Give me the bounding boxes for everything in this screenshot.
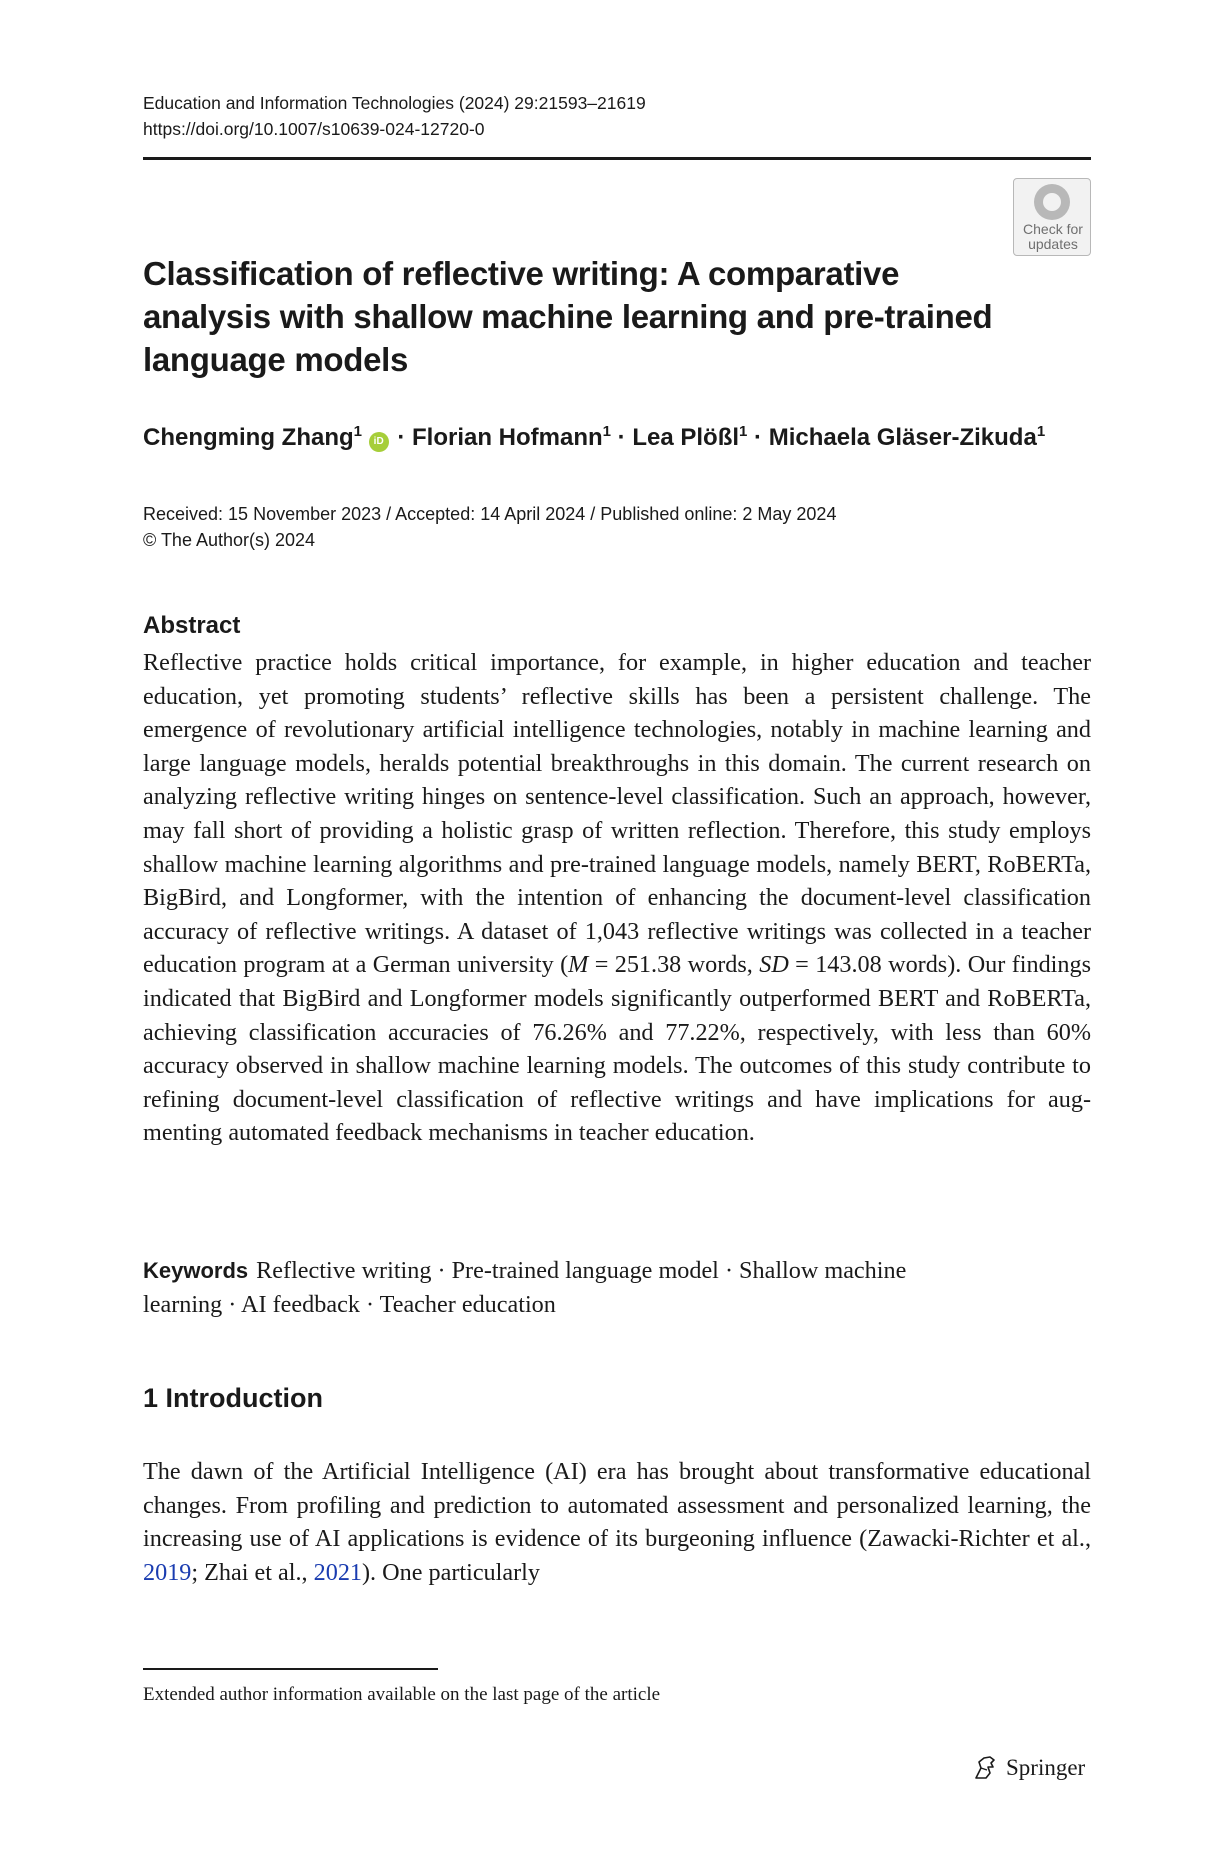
author-separator: · [747,424,769,451]
author-name[interactable]: Michaela Gläser-Zikuda [768,424,1037,451]
crossmark-icon [1034,184,1070,220]
citation-link[interactable]: 2019 [143,1558,192,1586]
keywords-line: Reflective writing · Pre-trained language model · Shallow machine [256,1257,907,1284]
footnote-rule [143,1668,438,1670]
author-separator: · [611,424,633,451]
mean-symbol: M [568,951,589,979]
affiliation-mark: 1 [353,423,362,440]
affiliation-mark: 1 [602,423,612,440]
author-name[interactable]: Lea Plößl [632,424,740,451]
footnote: Extended author information available on the last page of the article [143,1684,661,1705]
copyright-line: © The Author(s) 2024 [143,530,316,550]
doi-link[interactable]: https://doi.org/10.1007/s10639-024-12720-0 [143,119,485,139]
check-for-updates-label: Check for updates [1023,221,1083,252]
section-heading: 1 Introduction [143,1383,323,1413]
author-separator: · [390,424,412,451]
abstract-heading: Abstract [143,612,241,639]
author-name[interactable]: Florian Hofmann [412,424,603,451]
header-rule [143,157,1091,160]
publisher-logo [972,1752,1092,1784]
keywords-label: Keywords [143,1258,249,1283]
check-for-updates-badge[interactable] [1013,178,1091,256]
author-list [143,423,1045,452]
author-name[interactable]: Chengming Zhang [143,424,354,451]
springer-horse-icon [972,1754,1000,1782]
citation-link[interactable]: 2021 [313,1558,362,1586]
article-title: Classification of reflective writing: A comparative analysis with shallow machine learning and pre-trained language models [143,255,993,378]
introduction-text: The dawn of the Artificial Intelligence (AI) era has brought about transformative educational changes. From profiling and prediction to automated assessment and personalized learning, the increasing use of AI applications is evidence of its burgeoning influence (Zawacki-Richter et al., 2019; Zhai et al., 2021). One particularly [143,1458,1091,1586]
journal-header [143,90,646,142]
publication-dates [143,501,836,553]
affiliation-mark: 1 [739,423,748,440]
journal-citation: Education and Information Technologies (2024) 29:21593–21619 [143,93,646,113]
affiliation-mark: 1 [1036,423,1046,440]
publisher-name: Springer [1006,1755,1086,1780]
keywords-line: learning · AI feedback · Teacher education [143,1290,556,1318]
history-dates: Received: 15 November 2023 / Accepted: 14 April 2024 / Published online: 2 May 2024 [143,504,837,524]
orcid-icon[interactable]: iD [369,432,389,452]
keywords [143,1254,1043,1321]
sd-symbol: SD [759,951,789,979]
abstract-text: Reflective practice holds critical importance, for example, in higher education and teacher education, yet promoting students’ reflective skills has been a persistent challenge. The emergence of revolutionary artificial intelligence technologies, notably in machine learning and large language models, heralds potential breakthroughs in this domain. The current research on analyzing reflective writing hinges on sentence-level classification. Such an approach, however, may fall short of providing a holistic grasp of written reflection. Therefore, this study employs shallow machine learning algorithms and pre-trained language models, namely BERT, RoBERTa, BigBird, and Longformer, with the intention of enhancing the document-level classification accuracy of reflective writings. A dataset of 1,043 reflective writings was collected in a teacher education program at a German university (M = 251.38 words, SD = 143.08 words). Our findings indicated that BigBird and Longformer models significantly outperformed BERT and RoBERTa, achieving classification accuracies of 76.26% and 77.22%, respectively, with less than 60% accuracy observed in shallow machine learning models. The outcomes of this study contribute to refining document-level classification of reflective writings and have implications for augmenting automated feedback mechanisms in teacher education. [143,649,1091,1147]
